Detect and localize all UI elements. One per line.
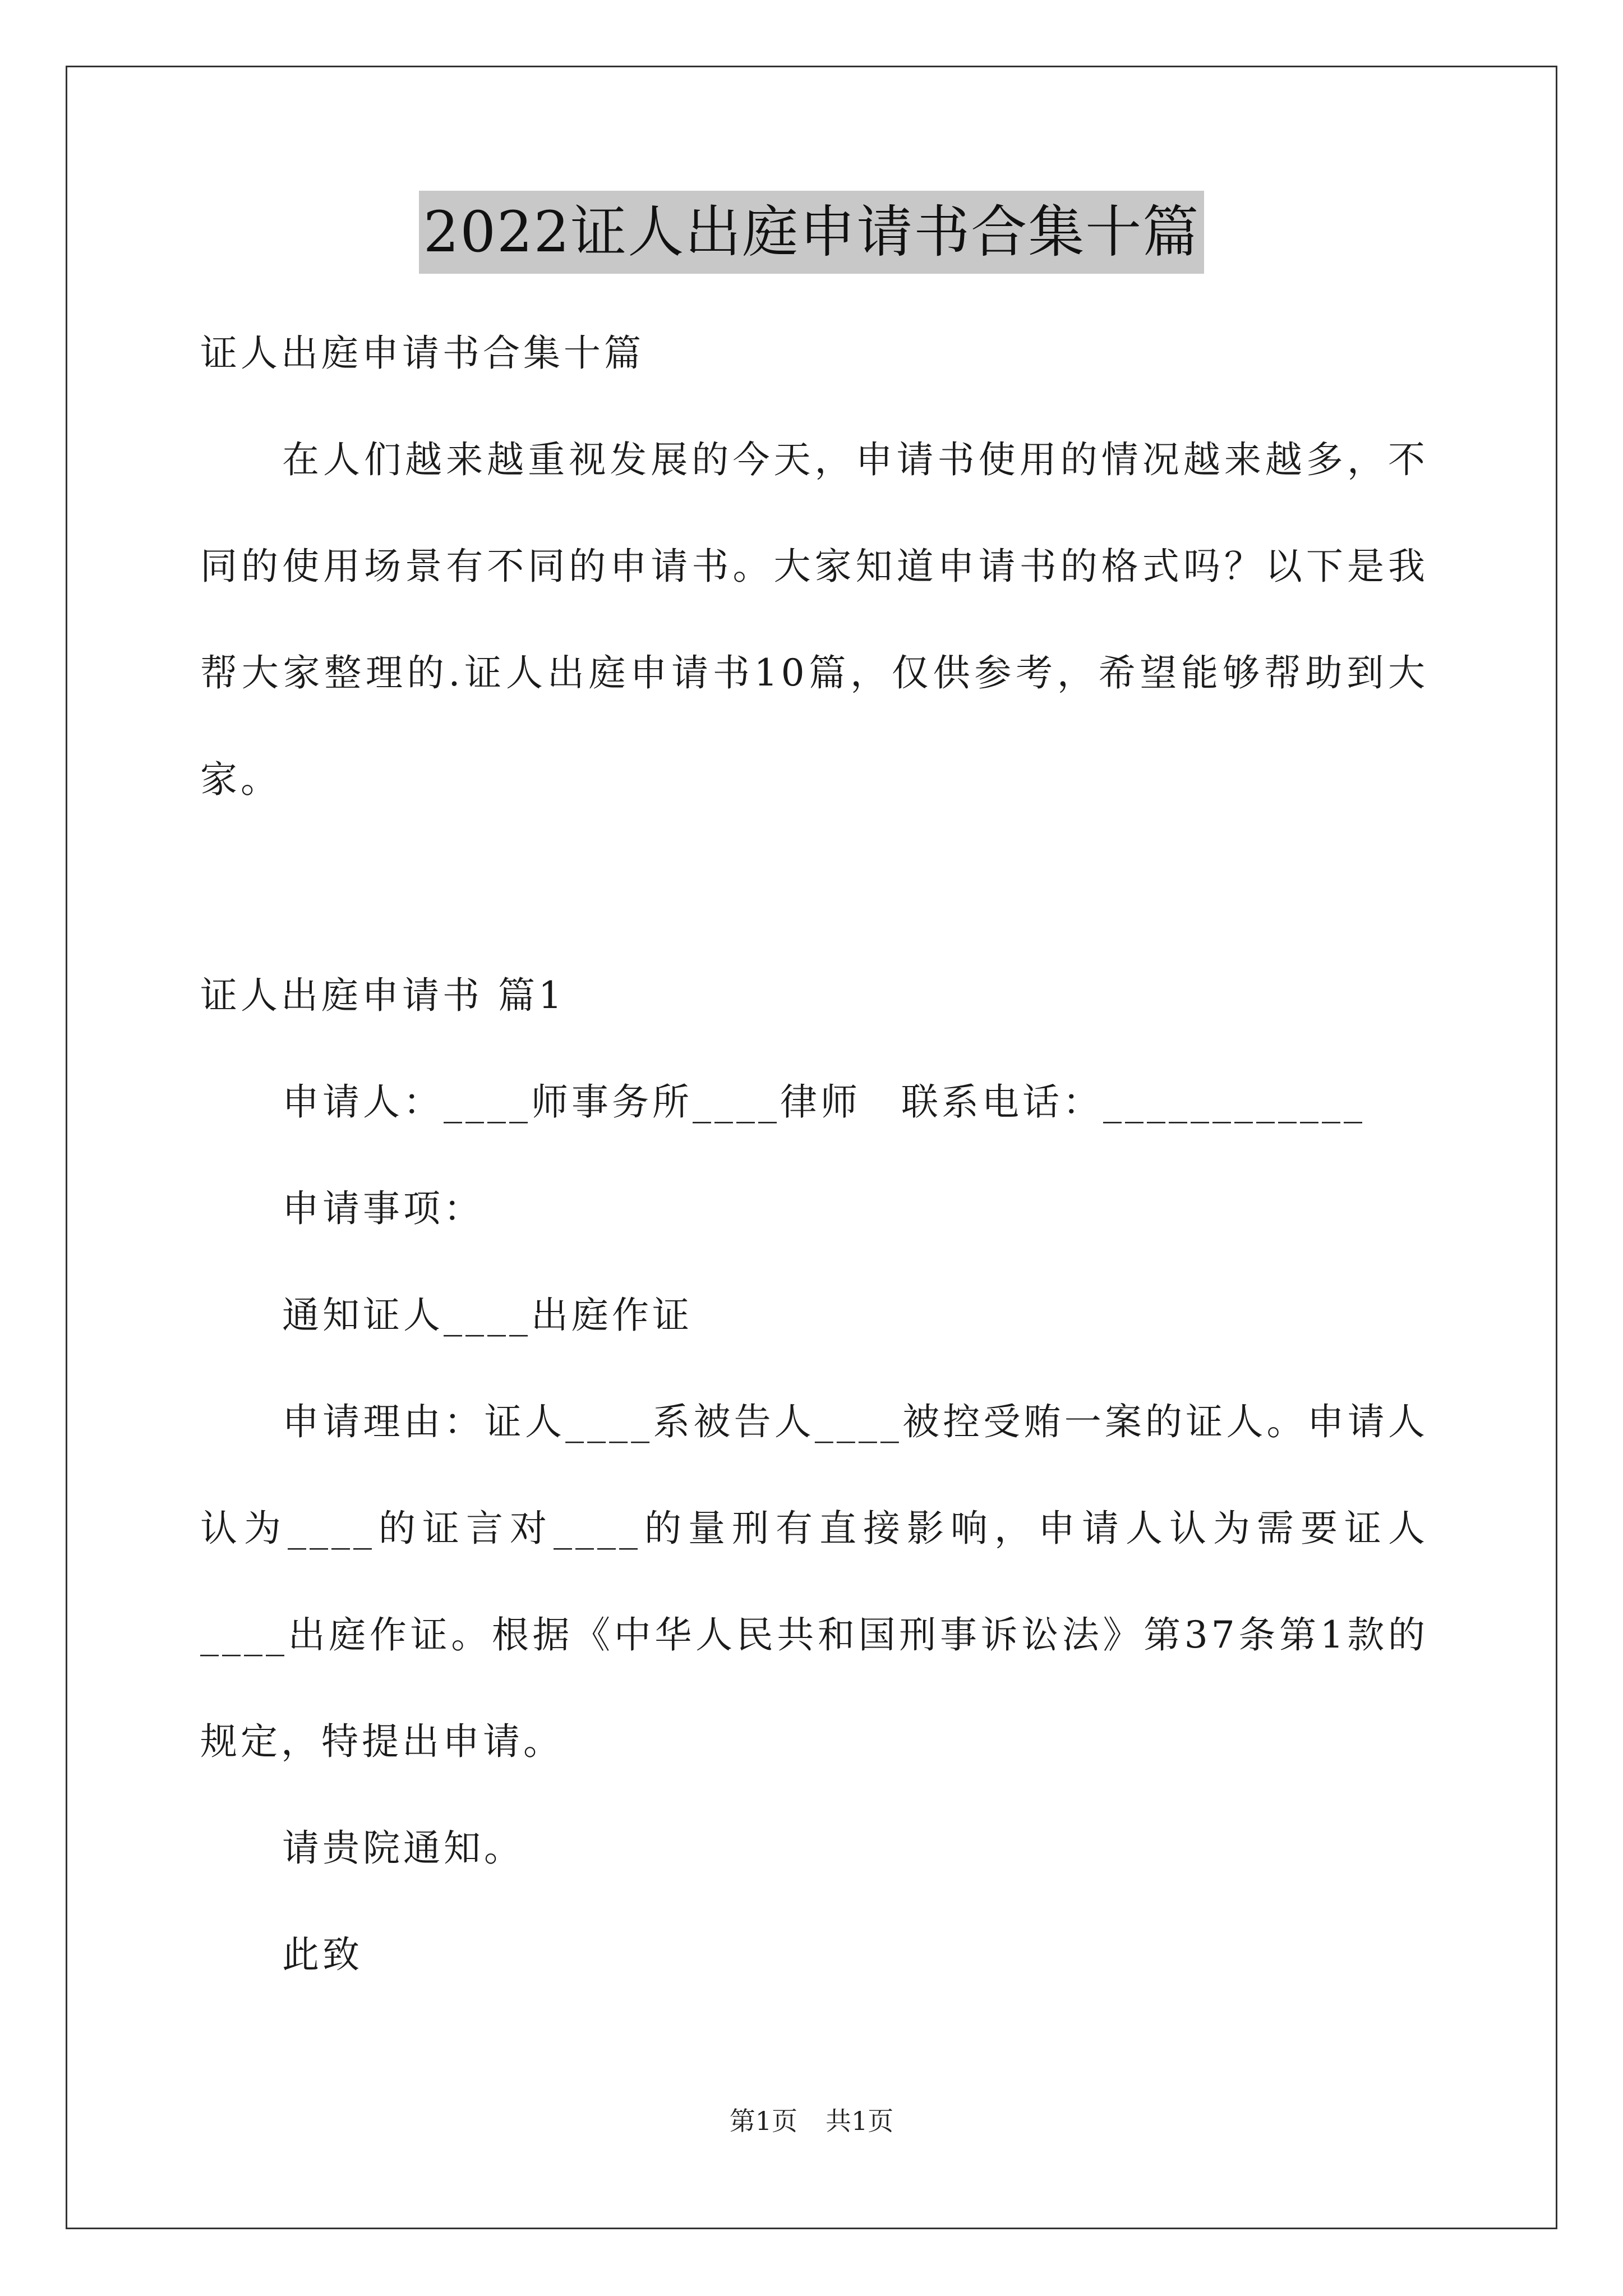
- request-line: 请贵院通知。: [282, 1826, 524, 1870]
- matters-label: 申请事项：: [282, 1187, 484, 1230]
- title-container: [0, 191, 1623, 274]
- page-footer: [0, 2101, 1623, 2138]
- reason-paragraph: 申请理由：证人____系被告人____被控受贿一案的证人。申请人认为____的证言对____的量刑有直接影响，申请人认为需要证人____出庭作证。根据《中华人民共和国刑事诉讼法》第37条第1款的规定，特提出申请。: [200, 1400, 1428, 1763]
- intro-paragraph: 在人们越来越重视发展的今天，申请书使用的情况越来越多，不同的使用场景有不同的申请书。大家知道申请书的格式吗？以下是我帮大家整理的.证人出庭申请书10篇，仅供参考，希望能够帮助到大家。: [200, 438, 1428, 801]
- section-heading: 证人出庭申请书 篇1: [200, 974, 565, 1017]
- matter-line: 通知证人____出庭作证: [282, 1294, 693, 1337]
- page-number-total: 共1页: [826, 2106, 894, 2136]
- document-body: [200, 300, 1428, 2008]
- applicant-line: 申请人：____师事务所____律师 联系电话：____________: [282, 1080, 1366, 1124]
- page-number-current: 第1页: [729, 2106, 797, 2136]
- document-subtitle: 证人出庭申请书合集十篇: [200, 332, 644, 375]
- document-title: 2022证人出庭申请书合集十篇: [419, 191, 1205, 274]
- closing-line: 此致: [282, 1933, 363, 1976]
